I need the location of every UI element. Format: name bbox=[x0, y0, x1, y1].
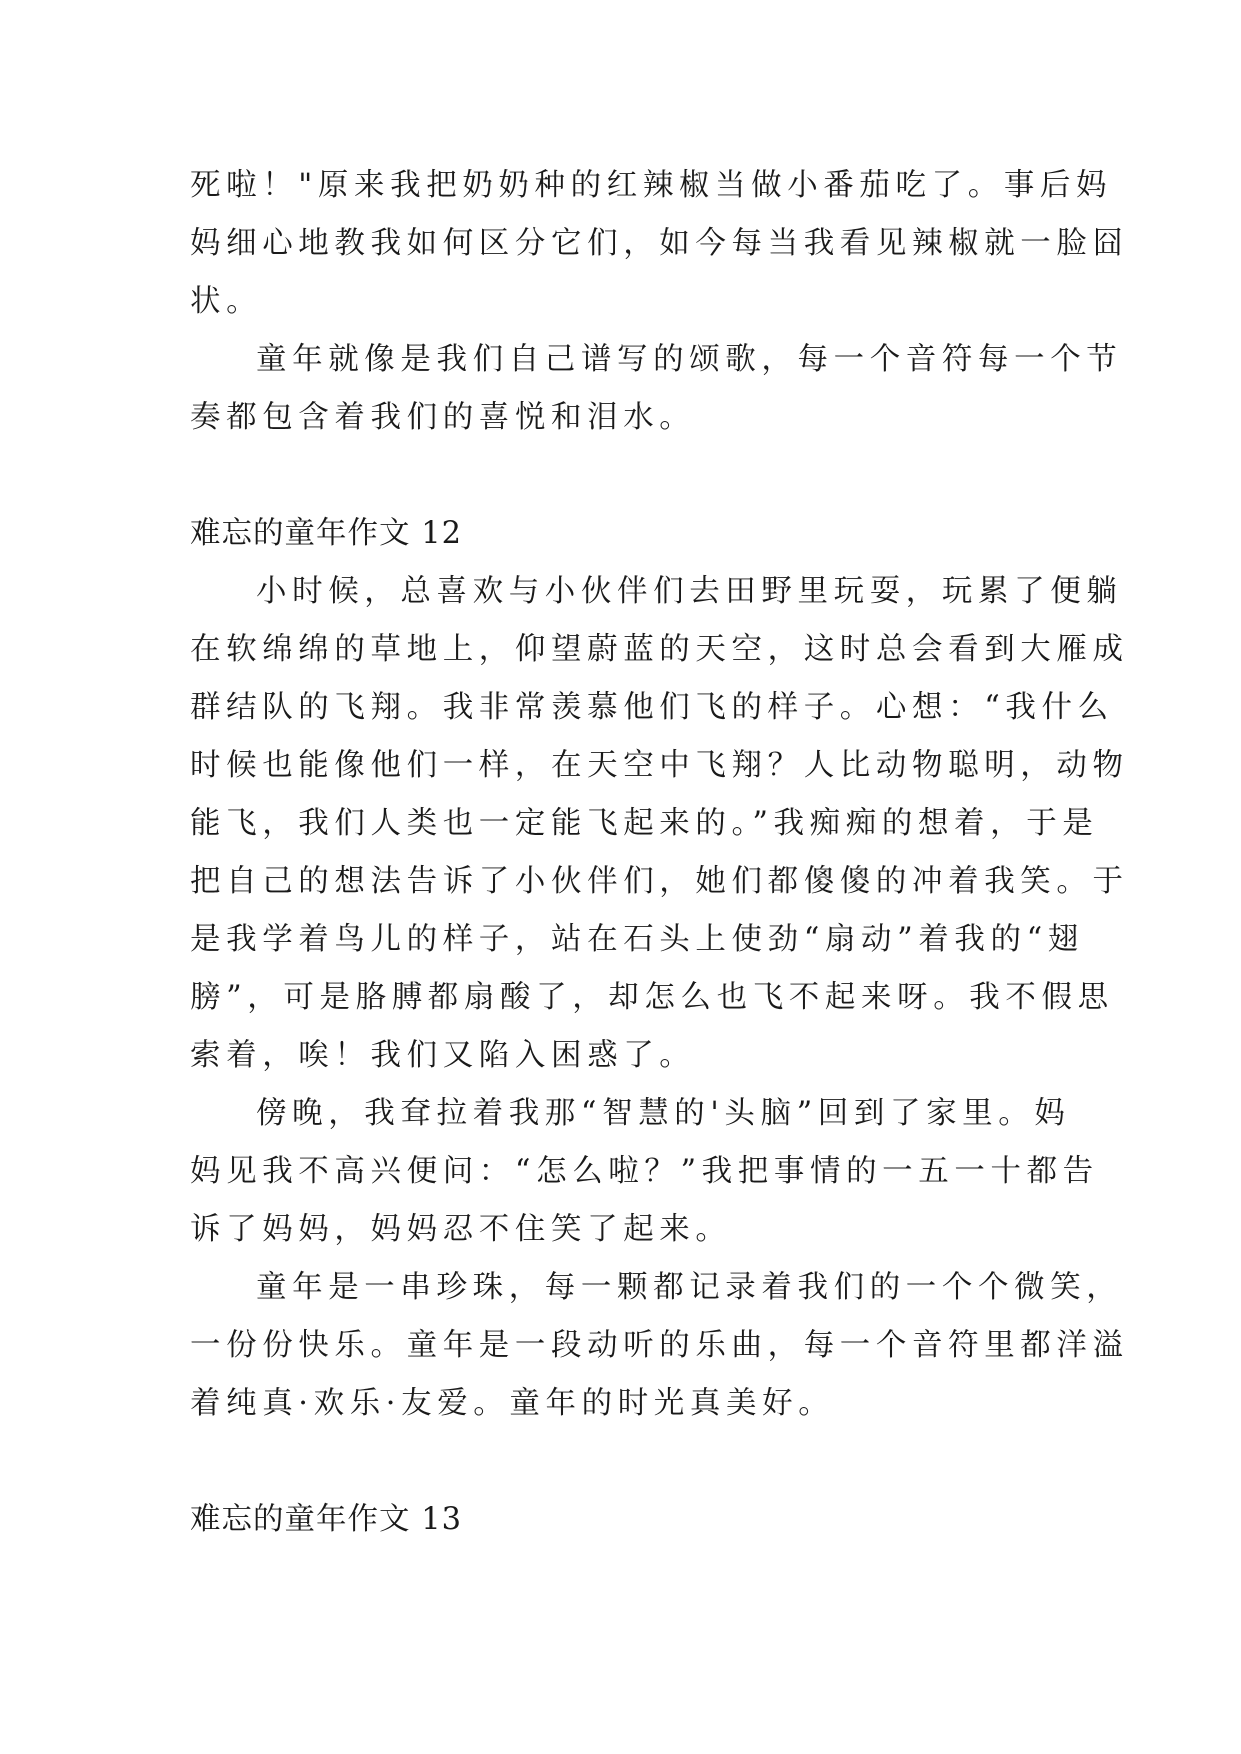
section-gap bbox=[190, 1433, 1050, 1491]
text-line: 诉了妈妈，妈妈忍不住笑了起来。 bbox=[190, 1212, 732, 1247]
text-line: 傍晚，我耷拉着我那“智慧的'头脑”回到了家里。妈 bbox=[256, 1096, 1071, 1131]
text-line: 状。 bbox=[190, 284, 263, 319]
text-line: 一份份快乐。童年是一段动听的乐曲，每一个音符里都洋溢 bbox=[190, 1328, 1129, 1363]
text-line: 能飞，我们人类也一定能飞起来的。”我痴痴的想着，于是 bbox=[190, 806, 1099, 841]
text-line: 着纯真·欢乐·友爱。童年的时光真美好。 bbox=[190, 1386, 835, 1421]
text-line: 把自己的想法告诉了小伙伴们，她们都傻傻的冲着我笑。于 bbox=[190, 864, 1129, 899]
text-line: 膀”，可是胳膊都扇酸了，却怎么也飞不起来呀。我不假思 bbox=[190, 980, 1114, 1015]
paragraph-12-3 bbox=[190, 1259, 1129, 1433]
text-line: 妈细心地教我如何区分它们，如今每当我看见辣椒就一脸囧 bbox=[190, 226, 1129, 261]
text-line: 童年就像是我们自己谱写的颂歌，每一个音符每一个节 bbox=[256, 342, 1123, 377]
section-heading-13: 难忘的童年作文 13 bbox=[190, 1502, 463, 1537]
text-line: 奏都包含着我们的喜悦和泪水。 bbox=[190, 400, 696, 435]
text-line: 死啦！"原来我把奶奶种的红辣椒当做小番茄吃了。事后妈 bbox=[190, 168, 1113, 203]
text-line: 是我学着鸟儿的样子，站在石头上使劲“扇动”着我的“翅 bbox=[190, 922, 1084, 957]
paragraph-summary bbox=[190, 331, 1123, 447]
paragraph-12-2 bbox=[190, 1085, 1099, 1259]
text-line: 索着，唉！我们又陷入困惑了。 bbox=[190, 1038, 696, 1073]
paragraph-continued bbox=[190, 157, 1129, 331]
section-heading-12: 难忘的童年作文 12 bbox=[190, 516, 463, 551]
document-body bbox=[190, 157, 1129, 1549]
section-gap bbox=[190, 447, 1050, 505]
text-line: 在软绵绵的草地上，仰望蔚蓝的天空，这时总会看到大雁成 bbox=[190, 632, 1129, 667]
text-line: 群结队的飞翔。我非常羡慕他们飞的样子。心想：“我什么 bbox=[190, 690, 1114, 725]
text-line: 童年是一串珍珠，每一颗都记录着我们的一个个微笑， bbox=[256, 1270, 1123, 1305]
text-line: 时候也能像他们一样，在天空中飞翔？人比动物聪明，动物 bbox=[190, 748, 1129, 783]
text-line: 小时候，总喜欢与小伙伴们去田野里玩耍，玩累了便躺 bbox=[256, 574, 1123, 609]
text-line: 妈见我不高兴便问：“怎么啦？”我把事情的一五一十都告 bbox=[190, 1154, 1099, 1189]
paragraph-12-1 bbox=[190, 563, 1129, 1085]
